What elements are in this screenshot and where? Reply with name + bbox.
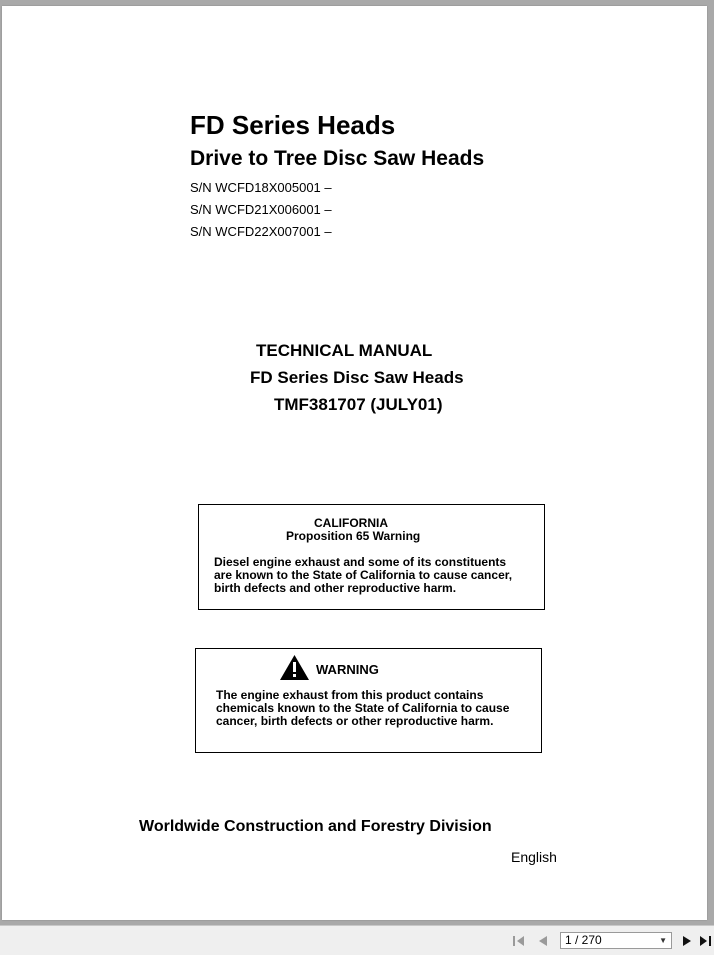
warning-triangle-icon	[279, 654, 310, 681]
california-warning-box	[198, 504, 545, 610]
manual-name: FD Series Disc Saw Heads	[250, 368, 464, 387]
warning-text-line: cancer, birth defects or other reproductive harm.	[216, 714, 494, 728]
california-text-line: are known to the State of California to cause cancer,	[214, 568, 513, 582]
first-page-icon[interactable]	[512, 934, 526, 948]
warning-heading: WARNING	[316, 662, 379, 677]
serial-number: S/N WCFD21X006001 –	[190, 202, 332, 217]
document-subtitle: Drive to Tree Disc Saw Heads	[190, 147, 485, 170]
document-title: FD Series Heads	[190, 110, 396, 140]
language-label: English	[511, 849, 557, 865]
document-page	[2, 6, 707, 920]
california-text-line: birth defects and other reproductive harm.	[214, 581, 457, 595]
manual-number: TMF381707 (JULY01)	[274, 395, 443, 414]
next-page-icon[interactable]	[680, 934, 694, 948]
last-page-icon[interactable]	[699, 934, 713, 948]
warning-text-line: The engine exhaust from this product contains	[216, 688, 484, 702]
division-name: Worldwide Construction and Forestry Division	[139, 818, 492, 835]
serial-number: S/N WCFD18X005001 –	[190, 180, 332, 195]
previous-page-icon[interactable]	[536, 934, 550, 948]
viewer-toolbar	[0, 925, 714, 955]
serial-number: S/N WCFD22X007001 –	[190, 224, 332, 239]
proposition-heading: Proposition 65 Warning	[286, 529, 421, 543]
chevron-down-icon: ▼	[659, 936, 667, 945]
page-indicator: 1 / 270	[565, 933, 602, 947]
engine-warning-box	[195, 648, 542, 753]
california-heading: CALIFORNIA	[314, 516, 388, 530]
california-text-line: Diesel engine exhaust and some of its constituents	[214, 555, 507, 569]
manual-type: TECHNICAL MANUAL	[256, 341, 433, 360]
warning-text-line: chemicals known to the State of California to cause	[216, 701, 510, 715]
page-selector[interactable]	[560, 932, 672, 949]
